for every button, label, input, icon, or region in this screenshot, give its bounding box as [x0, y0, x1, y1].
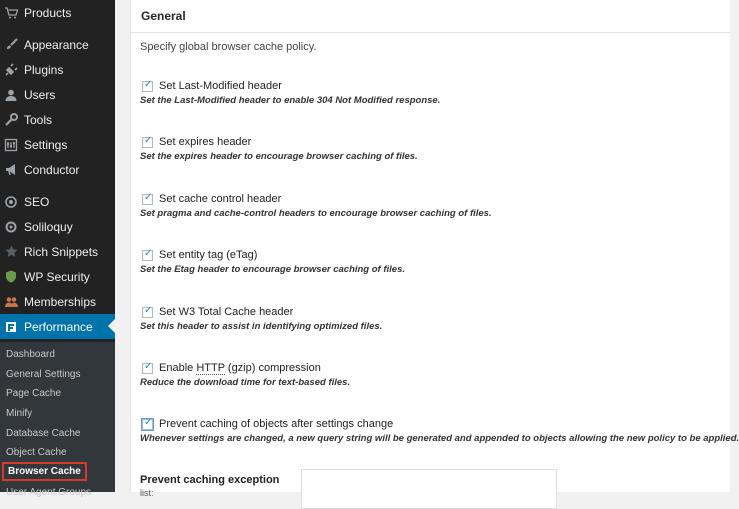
- option-label[interactable]: [159, 362, 321, 374]
- option-gzip: [140, 361, 350, 388]
- section-title: General: [131, 0, 730, 33]
- brush-icon: [4, 38, 18, 52]
- admin-sidebar: [0, 0, 115, 498]
- menu-item-settings[interactable]: [0, 132, 115, 157]
- option-label[interactable]: Set entity tag (eTag): [159, 249, 258, 261]
- option-cache-control: [140, 192, 492, 219]
- option-hint: Set the expires header to encourage browser caching of files.: [140, 151, 418, 162]
- menu-item-users[interactable]: [0, 82, 115, 107]
- label-suffix: (gzip) compression: [224, 362, 321, 374]
- option-hint: Reduce the download time for text-based files.: [140, 377, 351, 388]
- soliloquy-icon: [4, 220, 18, 234]
- performance-submenu: [0, 342, 115, 498]
- option-label[interactable]: Prevent caching of objects after settings change: [159, 418, 394, 430]
- menu-item-label: Plugins: [24, 62, 64, 77]
- label-prefix: Enable: [159, 362, 197, 374]
- menu-item-appearance[interactable]: [0, 32, 115, 57]
- w3tc-header-checkbox[interactable]: [142, 307, 153, 318]
- option-prevent-caching: [140, 417, 739, 444]
- submenu-item-browser-cache[interactable]: Browser Cache: [2, 462, 87, 481]
- submenu-item-general-settings[interactable]: General Settings: [6, 369, 81, 380]
- megaphone-icon: [4, 163, 18, 177]
- gzip-checkbox[interactable]: [142, 363, 153, 374]
- menu-item-seo[interactable]: [0, 189, 115, 214]
- menu-item-products[interactable]: [0, 0, 115, 25]
- submenu-item-dashboard[interactable]: Dashboard: [6, 349, 55, 360]
- menu-item-label: Memberships: [24, 294, 97, 309]
- option-label[interactable]: Set expires header: [159, 136, 252, 148]
- submenu-item-minify[interactable]: Minify: [6, 408, 33, 419]
- menu-item-plugins[interactable]: [0, 57, 115, 82]
- option-label[interactable]: Set W3 Total Cache header: [159, 306, 294, 318]
- submenu-item-page-cache[interactable]: Page Cache: [6, 388, 62, 399]
- menu-item-label: Soliloquy: [24, 219, 73, 234]
- settings-icon: [4, 138, 18, 152]
- menu-item-label: Conductor: [24, 162, 80, 177]
- menu-item-label: Tools: [24, 112, 53, 127]
- submenu-item-user-agent-groups[interactable]: User Agent Groups: [6, 487, 92, 498]
- performance-icon: [4, 320, 18, 334]
- menu-item-performance[interactable]: [0, 314, 115, 339]
- settings-panel: [130, 0, 739, 498]
- section-description: Specify global browser cache policy.: [140, 41, 317, 53]
- menu-item-tools[interactable]: [0, 107, 115, 132]
- option-hint: Set this header to assist in identifying optimized files.: [140, 321, 383, 332]
- option-hint: Whenever settings are changed, a new query string will be generated and appended to objects allowing the new policy to be applied.: [140, 433, 739, 444]
- menu-item-wp-security[interactable]: [0, 264, 115, 289]
- expires-header-checkbox[interactable]: [142, 137, 153, 148]
- submenu-item-object-cache[interactable]: Object Cache: [6, 447, 67, 458]
- menu-item-conductor[interactable]: [0, 157, 115, 182]
- user-icon: [4, 88, 18, 102]
- menu-item-rich-snippets[interactable]: [0, 239, 115, 264]
- prevent-caching-checkbox[interactable]: [142, 419, 153, 430]
- option-hint: Set pragma and cache-control headers to encourage browser caching of files.: [140, 208, 492, 219]
- option-hint: Set the Etag header to encourage browser caching of files.: [140, 264, 406, 275]
- exception-list-textarea[interactable]: [301, 469, 557, 509]
- menu-item-label: Users: [24, 87, 56, 102]
- wrench-icon: [4, 113, 18, 127]
- seo-icon: [4, 195, 18, 209]
- cart-icon: [4, 6, 18, 20]
- http-abbr: HTTP: [196, 362, 225, 374]
- option-w3tc-header: [140, 305, 382, 332]
- etag-checkbox[interactable]: [142, 250, 153, 261]
- menu-item-label: Performance: [24, 319, 93, 334]
- option-expires-header: [140, 135, 418, 162]
- option-etag: [140, 248, 405, 275]
- menu-item-label: Rich Snippets: [24, 244, 99, 259]
- option-last-modified: [140, 79, 440, 106]
- menu-item-label: Products: [24, 5, 72, 20]
- shield-icon: [4, 270, 18, 284]
- option-hint: Set the Last-Modified header to enable 304 Not Modified response.: [140, 95, 441, 106]
- menu-item-label: Settings: [24, 137, 68, 152]
- star-icon: [4, 245, 18, 259]
- last-modified-checkbox[interactable]: [142, 81, 153, 92]
- cache-control-checkbox[interactable]: [142, 194, 153, 205]
- option-label[interactable]: Set Last-Modified header: [159, 80, 282, 92]
- menu-item-label: Appearance: [24, 37, 89, 52]
- plug-icon: [4, 63, 18, 77]
- option-label[interactable]: Set cache control header: [159, 193, 282, 205]
- exception-list-sublabel: list:: [140, 488, 154, 498]
- exception-list-label: Prevent caching exception: [140, 474, 280, 486]
- menu-item-memberships[interactable]: [0, 289, 115, 314]
- menu-item-label: WP Security: [24, 269, 90, 284]
- submenu-item-database-cache[interactable]: Database Cache: [6, 428, 81, 439]
- members-icon: [4, 295, 18, 309]
- menu-item-soliloquy[interactable]: [0, 214, 115, 239]
- menu-item-label: SEO: [24, 194, 50, 209]
